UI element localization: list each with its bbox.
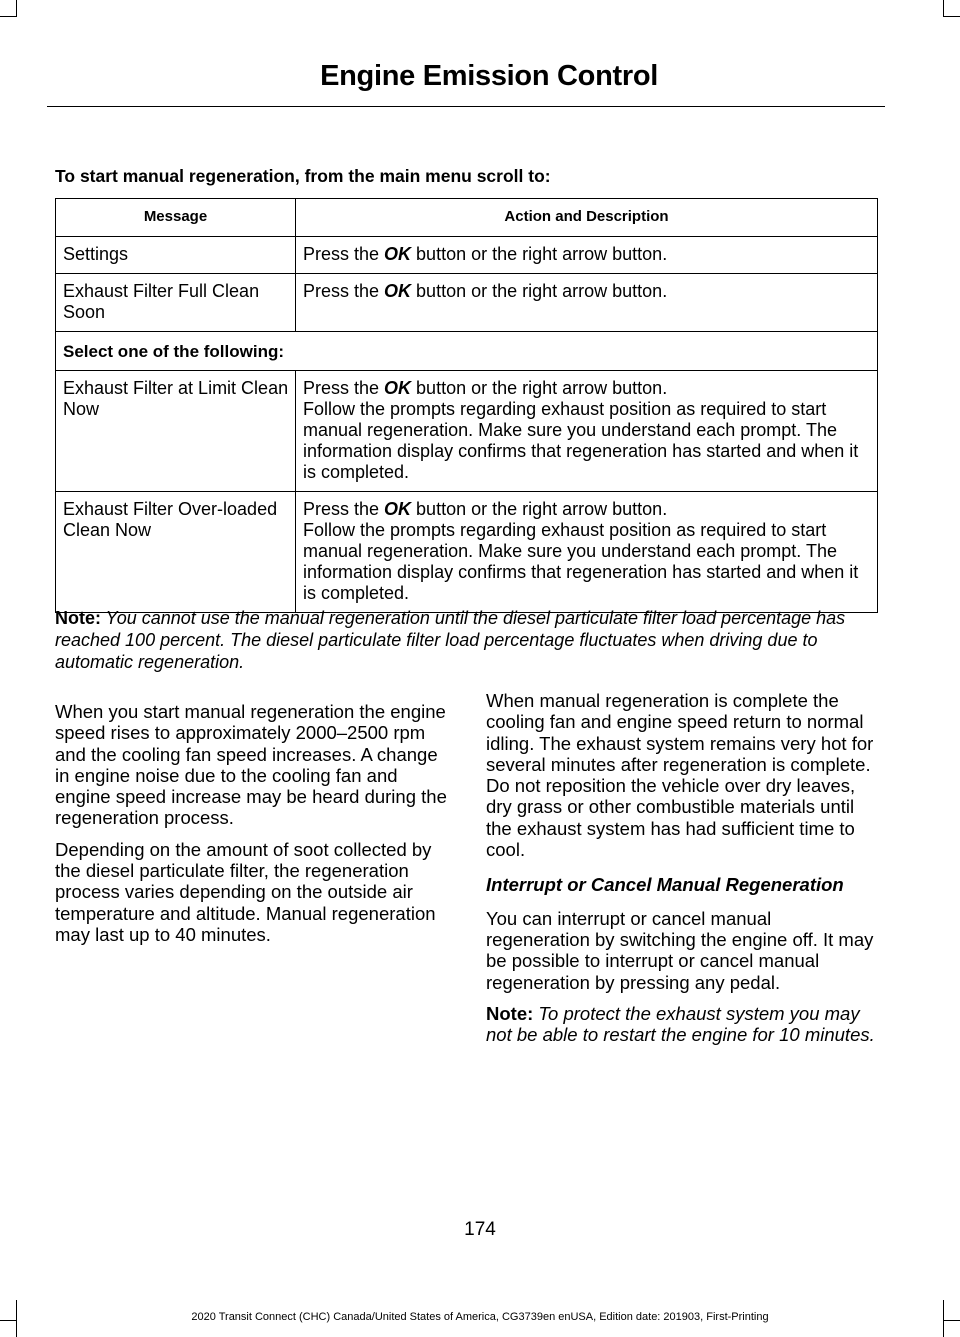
column-header-message: Message [56, 199, 296, 237]
note-text: To protect the exhaust system you may not be able to restart the engine for 10 minutes. [486, 1002, 875, 1046]
ok-button-label: OK [384, 378, 412, 398]
crop-mark [0, 16, 17, 17]
table-row [56, 492, 878, 613]
action-description: Follow the prompts regarding exhaust position as required to start manual regeneration. Make sure you understand each prompt. The information display confirms that regeneration has started and when it is completed. [303, 399, 859, 482]
action-cell: Press the OK button or the right arrow button. [296, 237, 878, 274]
note-text: You cannot use the manual regeneration until the diesel particulate filter load percentage has reached 100 percent. The diesel particulate filter load percentage fluctuates when driving due to automatic regeneration. [55, 608, 846, 672]
ok-button-label: OK [384, 281, 412, 301]
right-column [486, 690, 879, 1055]
column-header-action: Action and Description [296, 199, 878, 237]
section-heading: Interrupt or Cancel Manual Regeneration [486, 874, 844, 896]
action-cell: Press the OK button or the right arrow button. [296, 274, 878, 332]
table-row [56, 274, 878, 332]
message-cell: Exhaust Filter at Limit Clean Now [56, 371, 296, 492]
message-table [55, 198, 878, 613]
note-label: Note: [486, 1002, 534, 1024]
crop-mark [943, 16, 960, 17]
note-manual-regeneration [55, 607, 885, 673]
paragraph: You can interrupt or cancel manual regeneration by switching the engine off. It may be possible to interrupt or cancel manual regeneration by pressing any pedal. [486, 907, 874, 993]
paragraph: When manual regeneration is complete the cooling fan and engine speed return to normal idling. The exhaust system remains very hot for several minutes after regeneration is complete. Do not reposition the vehicle over dry leaves, dry grass or other combustible materials until the exhaust system has had sufficient time to cool. [486, 690, 874, 861]
action-cell: Press the OK button or the right arrow button. Follow the prompts regarding exhaust position as required to start manual regeneration. Make sure you understand each prompt. The information display confirms that regeneration has started and when it is completed. [296, 371, 878, 492]
message-cell: Exhaust Filter Full Clean Soon [56, 274, 296, 332]
note-restart [486, 1003, 879, 1046]
ok-button-label: OK [384, 244, 412, 264]
ok-button-label: OK [384, 499, 412, 519]
footer-edition-info: 2020 Transit Connect (CHC) Canada/United States of America, CG3739en enUSA, Edition date: 201903, First-Printing [191, 1311, 769, 1323]
table-row [56, 371, 878, 492]
page-number: 174 [464, 1219, 496, 1240]
message-cell: Exhaust Filter Over-loaded Clean Now [56, 492, 296, 613]
table-row [56, 237, 878, 274]
message-cell: Settings [56, 237, 296, 274]
crop-mark [16, 0, 17, 17]
note-label: Note: [55, 608, 101, 628]
select-heading: Select one of the following: [56, 332, 878, 371]
table-section-row [56, 332, 878, 371]
table-header-row [56, 199, 878, 237]
action-cell: Press the OK button or the right arrow button. Follow the prompts regarding exhaust position as required to start manual regeneration. Make sure you understand each prompt. The information display confirms that regeneration has started and when it is completed. [296, 492, 878, 613]
paragraph: When you start manual regeneration the engine speed rises to approximately 2000–2500 rpm and the cooling fan speed increases. A change in engine noise due to the cooling fan and engine speed increase may be heard during the regeneration process. [55, 701, 447, 829]
page-title: Engine Emission Control [320, 60, 658, 92]
action-description: Follow the prompts regarding exhaust position as required to start manual regeneration. Make sure you understand each prompt. The information display confirms that regeneration has started and when it is completed. [303, 520, 859, 603]
paragraph: Depending on the amount of soot collected by the diesel particulate filter, the regeneration process varies depending on the outside air temperature and altitude. Manual regeneration may last up to 40 minutes. [55, 838, 436, 945]
left-column [55, 701, 448, 955]
crop-mark [943, 0, 944, 17]
header-divider [47, 106, 885, 107]
intro-text: To start manual regeneration, from the main menu scroll to: [55, 166, 551, 186]
